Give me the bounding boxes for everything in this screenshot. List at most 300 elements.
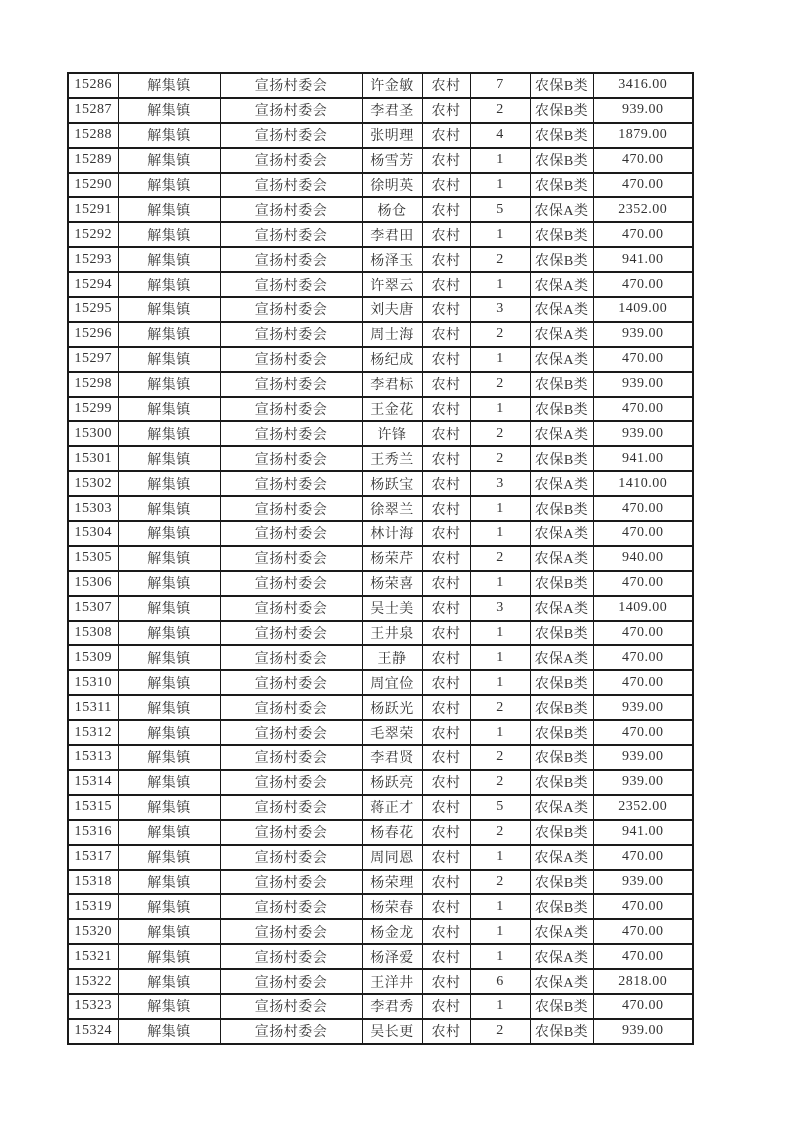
cell-insurance-category: 农保A类 [530, 845, 593, 870]
cell-person-count: 1 [470, 173, 530, 198]
cell-village-committee: 宣扬村委会 [220, 919, 362, 944]
cell-person-count: 2 [470, 870, 530, 895]
cell-locale: 农村 [422, 421, 470, 446]
cell-insurance-category: 农保A类 [530, 197, 593, 222]
cell-record-id: 15318 [68, 870, 118, 895]
cell-record-id: 15304 [68, 521, 118, 546]
cell-record-id: 15287 [68, 98, 118, 123]
cell-person-count: 3 [470, 596, 530, 621]
cell-amount: 939.00 [593, 98, 693, 123]
table-row [68, 397, 693, 422]
cell-person-count: 5 [470, 795, 530, 820]
cell-village-committee: 宣扬村委会 [220, 645, 362, 670]
cell-amount: 939.00 [593, 372, 693, 397]
cell-insurance-category: 农保B类 [530, 1019, 593, 1044]
cell-amount: 1409.00 [593, 297, 693, 322]
cell-record-id: 15291 [68, 197, 118, 222]
cell-amount: 941.00 [593, 446, 693, 471]
cell-locale: 农村 [422, 645, 470, 670]
cell-insurance-category: 农保A类 [530, 421, 593, 446]
cell-record-id: 15299 [68, 397, 118, 422]
cell-record-id: 15292 [68, 222, 118, 247]
cell-village-committee: 宣扬村委会 [220, 994, 362, 1019]
table-row [68, 745, 693, 770]
table-row [68, 421, 693, 446]
cell-town: 解集镇 [118, 372, 220, 397]
table-row [68, 222, 693, 247]
table-row [68, 720, 693, 745]
cell-person-name: 杨金龙 [362, 919, 422, 944]
cell-record-id: 15307 [68, 596, 118, 621]
cell-person-count: 6 [470, 969, 530, 994]
cell-village-committee: 宣扬村委会 [220, 621, 362, 646]
cell-town: 解集镇 [118, 621, 220, 646]
table-row [68, 994, 693, 1019]
cell-village-committee: 宣扬村委会 [220, 197, 362, 222]
cell-person-count: 1 [470, 621, 530, 646]
cell-record-id: 15323 [68, 994, 118, 1019]
cell-village-committee: 宣扬村委会 [220, 446, 362, 471]
cell-person-count: 4 [470, 123, 530, 148]
cell-locale: 农村 [422, 720, 470, 745]
cell-amount: 470.00 [593, 645, 693, 670]
cell-insurance-category: 农保B类 [530, 695, 593, 720]
cell-amount: 470.00 [593, 521, 693, 546]
cell-village-committee: 宣扬村委会 [220, 521, 362, 546]
cell-amount: 470.00 [593, 173, 693, 198]
cell-person-name: 周同恩 [362, 845, 422, 870]
table-row [68, 297, 693, 322]
cell-town: 解集镇 [118, 446, 220, 471]
cell-person-count: 2 [470, 770, 530, 795]
cell-locale: 农村 [422, 795, 470, 820]
cell-person-count: 3 [470, 471, 530, 496]
cell-village-committee: 宣扬村委会 [220, 770, 362, 795]
cell-person-name: 杨泽玉 [362, 247, 422, 272]
cell-locale: 农村 [422, 272, 470, 297]
cell-insurance-category: 农保B类 [530, 770, 593, 795]
cell-insurance-category: 农保B类 [530, 222, 593, 247]
cell-village-committee: 宣扬村委会 [220, 944, 362, 969]
cell-town: 解集镇 [118, 770, 220, 795]
cell-locale: 农村 [422, 197, 470, 222]
cell-village-committee: 宣扬村委会 [220, 372, 362, 397]
table-row [68, 148, 693, 173]
table-row [68, 247, 693, 272]
cell-locale: 农村 [422, 670, 470, 695]
cell-insurance-category: 农保A类 [530, 969, 593, 994]
cell-amount: 1410.00 [593, 471, 693, 496]
cell-locale: 农村 [422, 621, 470, 646]
cell-village-committee: 宣扬村委会 [220, 571, 362, 596]
cell-locale: 农村 [422, 98, 470, 123]
cell-village-committee: 宣扬村委会 [220, 347, 362, 372]
table-row [68, 894, 693, 919]
cell-town: 解集镇 [118, 820, 220, 845]
cell-town: 解集镇 [118, 322, 220, 347]
cell-record-id: 15311 [68, 695, 118, 720]
cell-town: 解集镇 [118, 98, 220, 123]
cell-insurance-category: 农保B类 [530, 571, 593, 596]
cell-amount: 470.00 [593, 397, 693, 422]
cell-person-count: 1 [470, 845, 530, 870]
cell-amount: 941.00 [593, 247, 693, 272]
cell-record-id: 15298 [68, 372, 118, 397]
cell-insurance-category: 农保A类 [530, 297, 593, 322]
cell-person-count: 2 [470, 745, 530, 770]
cell-village-committee: 宣扬村委会 [220, 322, 362, 347]
cell-person-name: 蒋正才 [362, 795, 422, 820]
table-row [68, 546, 693, 571]
cell-amount: 1879.00 [593, 123, 693, 148]
cell-person-name: 杨春花 [362, 820, 422, 845]
cell-person-name: 杨跃光 [362, 695, 422, 720]
cell-town: 解集镇 [118, 571, 220, 596]
cell-person-name: 张明理 [362, 123, 422, 148]
cell-amount: 2352.00 [593, 197, 693, 222]
cell-town: 解集镇 [118, 297, 220, 322]
cell-person-count: 2 [470, 546, 530, 571]
cell-town: 解集镇 [118, 73, 220, 98]
table-row [68, 98, 693, 123]
cell-person-count: 2 [470, 421, 530, 446]
cell-locale: 农村 [422, 471, 470, 496]
cell-locale: 农村 [422, 322, 470, 347]
cell-person-name: 吴长更 [362, 1019, 422, 1044]
cell-insurance-category: 农保A类 [530, 645, 593, 670]
cell-amount: 470.00 [593, 720, 693, 745]
cell-insurance-category: 农保B类 [530, 73, 593, 98]
cell-insurance-category: 农保A类 [530, 919, 593, 944]
cell-village-committee: 宣扬村委会 [220, 98, 362, 123]
cell-person-count: 1 [470, 397, 530, 422]
table-row [68, 123, 693, 148]
cell-record-id: 15314 [68, 770, 118, 795]
table-row [68, 944, 693, 969]
cell-person-count: 2 [470, 1019, 530, 1044]
cell-amount: 470.00 [593, 222, 693, 247]
cell-village-committee: 宣扬村委会 [220, 123, 362, 148]
cell-insurance-category: 农保B类 [530, 870, 593, 895]
cell-amount: 939.00 [593, 322, 693, 347]
cell-locale: 农村 [422, 695, 470, 720]
cell-town: 解集镇 [118, 397, 220, 422]
cell-locale: 农村 [422, 123, 470, 148]
table-row [68, 795, 693, 820]
cell-locale: 农村 [422, 521, 470, 546]
cell-insurance-category: 农保B类 [530, 621, 593, 646]
cell-town: 解集镇 [118, 695, 220, 720]
cell-person-name: 刘夫唐 [362, 297, 422, 322]
cell-person-name: 徐翠兰 [362, 496, 422, 521]
cell-town: 解集镇 [118, 596, 220, 621]
cell-town: 解集镇 [118, 521, 220, 546]
cell-town: 解集镇 [118, 1019, 220, 1044]
cell-village-committee: 宣扬村委会 [220, 1019, 362, 1044]
cell-record-id: 15305 [68, 546, 118, 571]
cell-person-name: 徐明英 [362, 173, 422, 198]
cell-record-id: 15293 [68, 247, 118, 272]
cell-village-committee: 宣扬村委会 [220, 397, 362, 422]
cell-amount: 470.00 [593, 894, 693, 919]
cell-town: 解集镇 [118, 197, 220, 222]
cell-person-name: 杨荣理 [362, 870, 422, 895]
cell-person-name: 林计海 [362, 521, 422, 546]
cell-person-name: 许金敏 [362, 73, 422, 98]
cell-record-id: 15315 [68, 795, 118, 820]
table-row [68, 621, 693, 646]
cell-village-committee: 宣扬村委会 [220, 471, 362, 496]
cell-amount: 939.00 [593, 695, 693, 720]
cell-locale: 农村 [422, 372, 470, 397]
cell-town: 解集镇 [118, 148, 220, 173]
cell-town: 解集镇 [118, 720, 220, 745]
cell-person-name: 李君圣 [362, 98, 422, 123]
table-row [68, 695, 693, 720]
cell-locale: 农村 [422, 820, 470, 845]
table-row [68, 596, 693, 621]
cell-town: 解集镇 [118, 471, 220, 496]
cell-person-name: 许翠云 [362, 272, 422, 297]
table-row [68, 272, 693, 297]
cell-insurance-category: 农保B类 [530, 994, 593, 1019]
cell-person-count: 1 [470, 272, 530, 297]
table-row [68, 173, 693, 198]
cell-record-id: 15295 [68, 297, 118, 322]
cell-amount: 470.00 [593, 994, 693, 1019]
cell-person-name: 周士海 [362, 322, 422, 347]
cell-person-count: 1 [470, 521, 530, 546]
cell-record-id: 15320 [68, 919, 118, 944]
cell-person-name: 李君贤 [362, 745, 422, 770]
cell-person-name: 李君田 [362, 222, 422, 247]
cell-insurance-category: 农保B类 [530, 123, 593, 148]
cell-locale: 农村 [422, 944, 470, 969]
cell-person-count: 2 [470, 247, 530, 272]
cell-record-id: 15303 [68, 496, 118, 521]
cell-locale: 农村 [422, 969, 470, 994]
cell-village-committee: 宣扬村委会 [220, 173, 362, 198]
cell-person-name: 王井泉 [362, 621, 422, 646]
cell-insurance-category: 农保B类 [530, 720, 593, 745]
cell-person-count: 1 [470, 919, 530, 944]
cell-record-id: 15301 [68, 446, 118, 471]
cell-record-id: 15322 [68, 969, 118, 994]
cell-amount: 470.00 [593, 670, 693, 695]
table-row [68, 73, 693, 98]
cell-person-name: 杨荣喜 [362, 571, 422, 596]
cell-locale: 农村 [422, 222, 470, 247]
cell-insurance-category: 农保B类 [530, 745, 593, 770]
cell-insurance-category: 农保B类 [530, 372, 593, 397]
cell-insurance-category: 农保B类 [530, 397, 593, 422]
cell-amount: 2818.00 [593, 969, 693, 994]
table-row [68, 496, 693, 521]
cell-amount: 470.00 [593, 919, 693, 944]
cell-person-name: 吴士美 [362, 596, 422, 621]
cell-village-committee: 宣扬村委会 [220, 845, 362, 870]
cell-person-count: 2 [470, 820, 530, 845]
cell-locale: 农村 [422, 397, 470, 422]
cell-town: 解集镇 [118, 870, 220, 895]
cell-person-name: 王秀兰 [362, 446, 422, 471]
cell-town: 解集镇 [118, 645, 220, 670]
cell-person-name: 王静 [362, 645, 422, 670]
cell-town: 解集镇 [118, 222, 220, 247]
cell-village-committee: 宣扬村委会 [220, 297, 362, 322]
cell-record-id: 15286 [68, 73, 118, 98]
cell-person-count: 1 [470, 944, 530, 969]
cell-locale: 农村 [422, 173, 470, 198]
cell-person-name: 李君标 [362, 372, 422, 397]
cell-village-committee: 宣扬村委会 [220, 820, 362, 845]
cell-locale: 农村 [422, 347, 470, 372]
table-row [68, 1019, 693, 1044]
cell-record-id: 15324 [68, 1019, 118, 1044]
cell-town: 解集镇 [118, 123, 220, 148]
table-row [68, 870, 693, 895]
table-row [68, 919, 693, 944]
cell-person-count: 1 [470, 994, 530, 1019]
cell-locale: 农村 [422, 148, 470, 173]
cell-town: 解集镇 [118, 919, 220, 944]
cell-record-id: 15296 [68, 322, 118, 347]
cell-town: 解集镇 [118, 347, 220, 372]
cell-locale: 农村 [422, 571, 470, 596]
cell-record-id: 15312 [68, 720, 118, 745]
cell-locale: 农村 [422, 894, 470, 919]
cell-record-id: 15316 [68, 820, 118, 845]
cell-person-count: 2 [470, 695, 530, 720]
cell-insurance-category: 农保B类 [530, 148, 593, 173]
cell-person-count: 1 [470, 222, 530, 247]
cell-town: 解集镇 [118, 845, 220, 870]
cell-locale: 农村 [422, 919, 470, 944]
cell-locale: 农村 [422, 845, 470, 870]
table-row [68, 322, 693, 347]
benefit-roster-table-body [68, 73, 693, 1044]
cell-person-count: 1 [470, 571, 530, 596]
cell-record-id: 15294 [68, 272, 118, 297]
cell-record-id: 15317 [68, 845, 118, 870]
cell-village-committee: 宣扬村委会 [220, 969, 362, 994]
cell-insurance-category: 农保B类 [530, 894, 593, 919]
cell-record-id: 15289 [68, 148, 118, 173]
cell-town: 解集镇 [118, 944, 220, 969]
cell-locale: 农村 [422, 496, 470, 521]
cell-person-name: 杨仓 [362, 197, 422, 222]
cell-locale: 农村 [422, 770, 470, 795]
cell-person-count: 7 [470, 73, 530, 98]
cell-amount: 470.00 [593, 621, 693, 646]
cell-insurance-category: 农保B类 [530, 496, 593, 521]
cell-locale: 农村 [422, 596, 470, 621]
benefit-roster-table [67, 72, 694, 1045]
cell-insurance-category: 农保A类 [530, 471, 593, 496]
cell-town: 解集镇 [118, 670, 220, 695]
table-row [68, 820, 693, 845]
cell-town: 解集镇 [118, 247, 220, 272]
table-row [68, 446, 693, 471]
cell-village-committee: 宣扬村委会 [220, 670, 362, 695]
cell-person-count: 1 [470, 720, 530, 745]
cell-record-id: 15310 [68, 670, 118, 695]
cell-record-id: 15319 [68, 894, 118, 919]
cell-amount: 470.00 [593, 571, 693, 596]
cell-person-name: 周宜俭 [362, 670, 422, 695]
cell-person-name: 杨纪成 [362, 347, 422, 372]
cell-village-committee: 宣扬村委会 [220, 870, 362, 895]
cell-locale: 农村 [422, 546, 470, 571]
cell-record-id: 15309 [68, 645, 118, 670]
cell-village-committee: 宣扬村委会 [220, 546, 362, 571]
cell-town: 解集镇 [118, 745, 220, 770]
cell-person-count: 1 [470, 148, 530, 173]
cell-town: 解集镇 [118, 421, 220, 446]
cell-amount: 940.00 [593, 546, 693, 571]
table-row [68, 670, 693, 695]
cell-amount: 2352.00 [593, 795, 693, 820]
cell-insurance-category: 农保A类 [530, 795, 593, 820]
cell-amount: 939.00 [593, 421, 693, 446]
cell-village-committee: 宣扬村委会 [220, 73, 362, 98]
cell-insurance-category: 农保A类 [530, 322, 593, 347]
cell-insurance-category: 农保A类 [530, 272, 593, 297]
cell-village-committee: 宣扬村委会 [220, 496, 362, 521]
cell-town: 解集镇 [118, 994, 220, 1019]
cell-amount: 470.00 [593, 347, 693, 372]
cell-person-count: 1 [470, 670, 530, 695]
cell-village-committee: 宣扬村委会 [220, 272, 362, 297]
cell-insurance-category: 农保B类 [530, 247, 593, 272]
table-row [68, 770, 693, 795]
cell-person-name: 杨荣春 [362, 894, 422, 919]
cell-amount: 1409.00 [593, 596, 693, 621]
cell-person-count: 5 [470, 197, 530, 222]
cell-amount: 939.00 [593, 1019, 693, 1044]
cell-person-count: 2 [470, 98, 530, 123]
cell-person-name: 杨跃宝 [362, 471, 422, 496]
cell-town: 解集镇 [118, 546, 220, 571]
cell-person-count: 2 [470, 446, 530, 471]
cell-amount: 470.00 [593, 496, 693, 521]
cell-record-id: 15297 [68, 347, 118, 372]
cell-locale: 农村 [422, 446, 470, 471]
cell-person-count: 1 [470, 496, 530, 521]
cell-person-count: 2 [470, 322, 530, 347]
cell-town: 解集镇 [118, 173, 220, 198]
cell-person-name: 杨跃亮 [362, 770, 422, 795]
cell-locale: 农村 [422, 73, 470, 98]
cell-town: 解集镇 [118, 969, 220, 994]
cell-person-count: 1 [470, 645, 530, 670]
table-row [68, 845, 693, 870]
cell-record-id: 15290 [68, 173, 118, 198]
cell-amount: 470.00 [593, 272, 693, 297]
cell-record-id: 15302 [68, 471, 118, 496]
cell-person-count: 3 [470, 297, 530, 322]
cell-person-name: 许锋 [362, 421, 422, 446]
cell-village-committee: 宣扬村委会 [220, 596, 362, 621]
cell-village-committee: 宣扬村委会 [220, 795, 362, 820]
cell-amount: 939.00 [593, 770, 693, 795]
cell-village-committee: 宣扬村委会 [220, 720, 362, 745]
cell-insurance-category: 农保B类 [530, 670, 593, 695]
table-row [68, 645, 693, 670]
cell-person-name: 李君秀 [362, 994, 422, 1019]
cell-record-id: 15288 [68, 123, 118, 148]
table-row [68, 571, 693, 596]
